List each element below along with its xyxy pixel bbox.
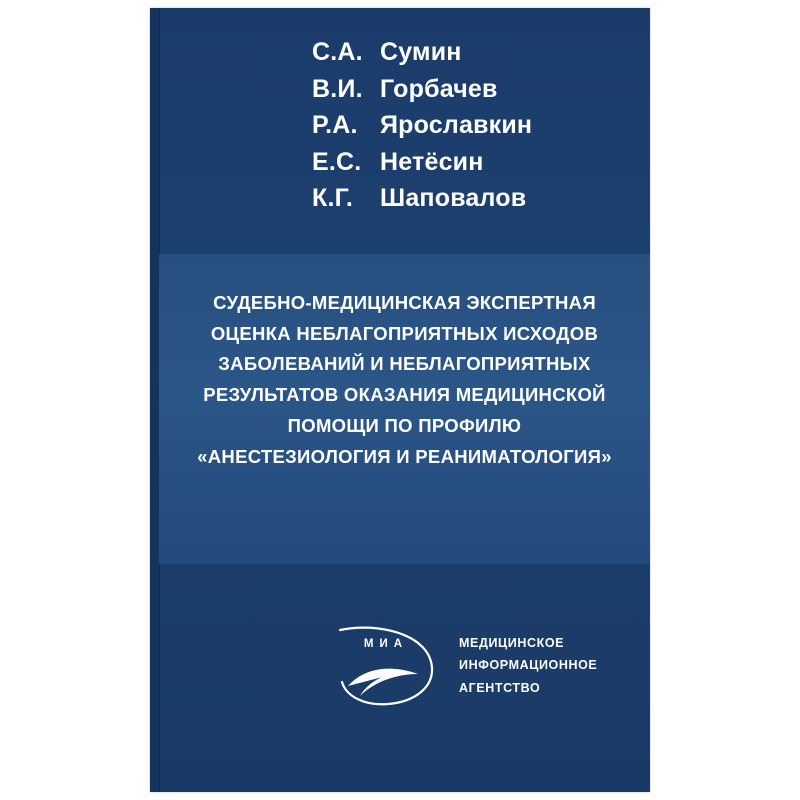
authors-block bbox=[150, 8, 650, 235]
title-line: СУДЕБНО-МЕДИЦИНСКАЯ ЭКСПЕРТНАЯ bbox=[213, 292, 596, 313]
publisher-line: МЕДИЦИНСКОЕ bbox=[459, 636, 565, 650]
author-initials: Е.С. bbox=[312, 147, 362, 176]
title-panel bbox=[159, 254, 650, 564]
author-surname: Ярославкин bbox=[380, 111, 533, 139]
book-cover bbox=[150, 8, 650, 792]
publisher-line: ИНФОРМАЦИОННОЕ bbox=[459, 658, 598, 673]
author-surname: Шаповалов bbox=[380, 184, 527, 212]
logo-swoosh-icon bbox=[334, 624, 438, 710]
author-surname: Сумин bbox=[380, 38, 462, 66]
author-row bbox=[150, 180, 650, 217]
title-line: «АНЕСТЕЗИОЛОГИЯ И РЕАНИМАТОЛОГИЯ» bbox=[197, 445, 612, 467]
publisher-logo-icon bbox=[334, 624, 438, 710]
author-surname: Нетёсин bbox=[380, 147, 484, 176]
publisher-name bbox=[459, 632, 650, 699]
author-initials: С.А. bbox=[312, 38, 363, 66]
author-row bbox=[150, 144, 650, 181]
author-initials: В.И. bbox=[312, 74, 363, 103]
title-line: ПОМОЩИ ПО ПРОФИЛЮ bbox=[287, 414, 522, 436]
publisher-line: АГЕНТСТВО bbox=[459, 680, 541, 695]
author-initials: Р.А. bbox=[312, 111, 358, 139]
author-initials: К.Г. bbox=[312, 184, 353, 212]
title-line: РЕЗУЛЬТАТОВ ОКАЗАНИЯ МЕДИЦИНСКОЙ bbox=[203, 384, 606, 406]
publisher-block bbox=[159, 602, 650, 792]
author-surname: Горбачев bbox=[380, 74, 498, 103]
title-line: ОЦЕНКА НЕБЛАГОПРИЯТНЫХ ИСХОДОВ bbox=[210, 322, 599, 344]
publisher-logo-letters: МИА bbox=[363, 638, 409, 650]
author-row bbox=[150, 107, 650, 144]
title-line: ЗАБОЛЕВАНИЙ И НЕБЛАГОПРИЯТНЫХ bbox=[218, 353, 591, 375]
book-title bbox=[185, 288, 624, 472]
author-row bbox=[150, 71, 650, 108]
author-row bbox=[150, 34, 650, 71]
